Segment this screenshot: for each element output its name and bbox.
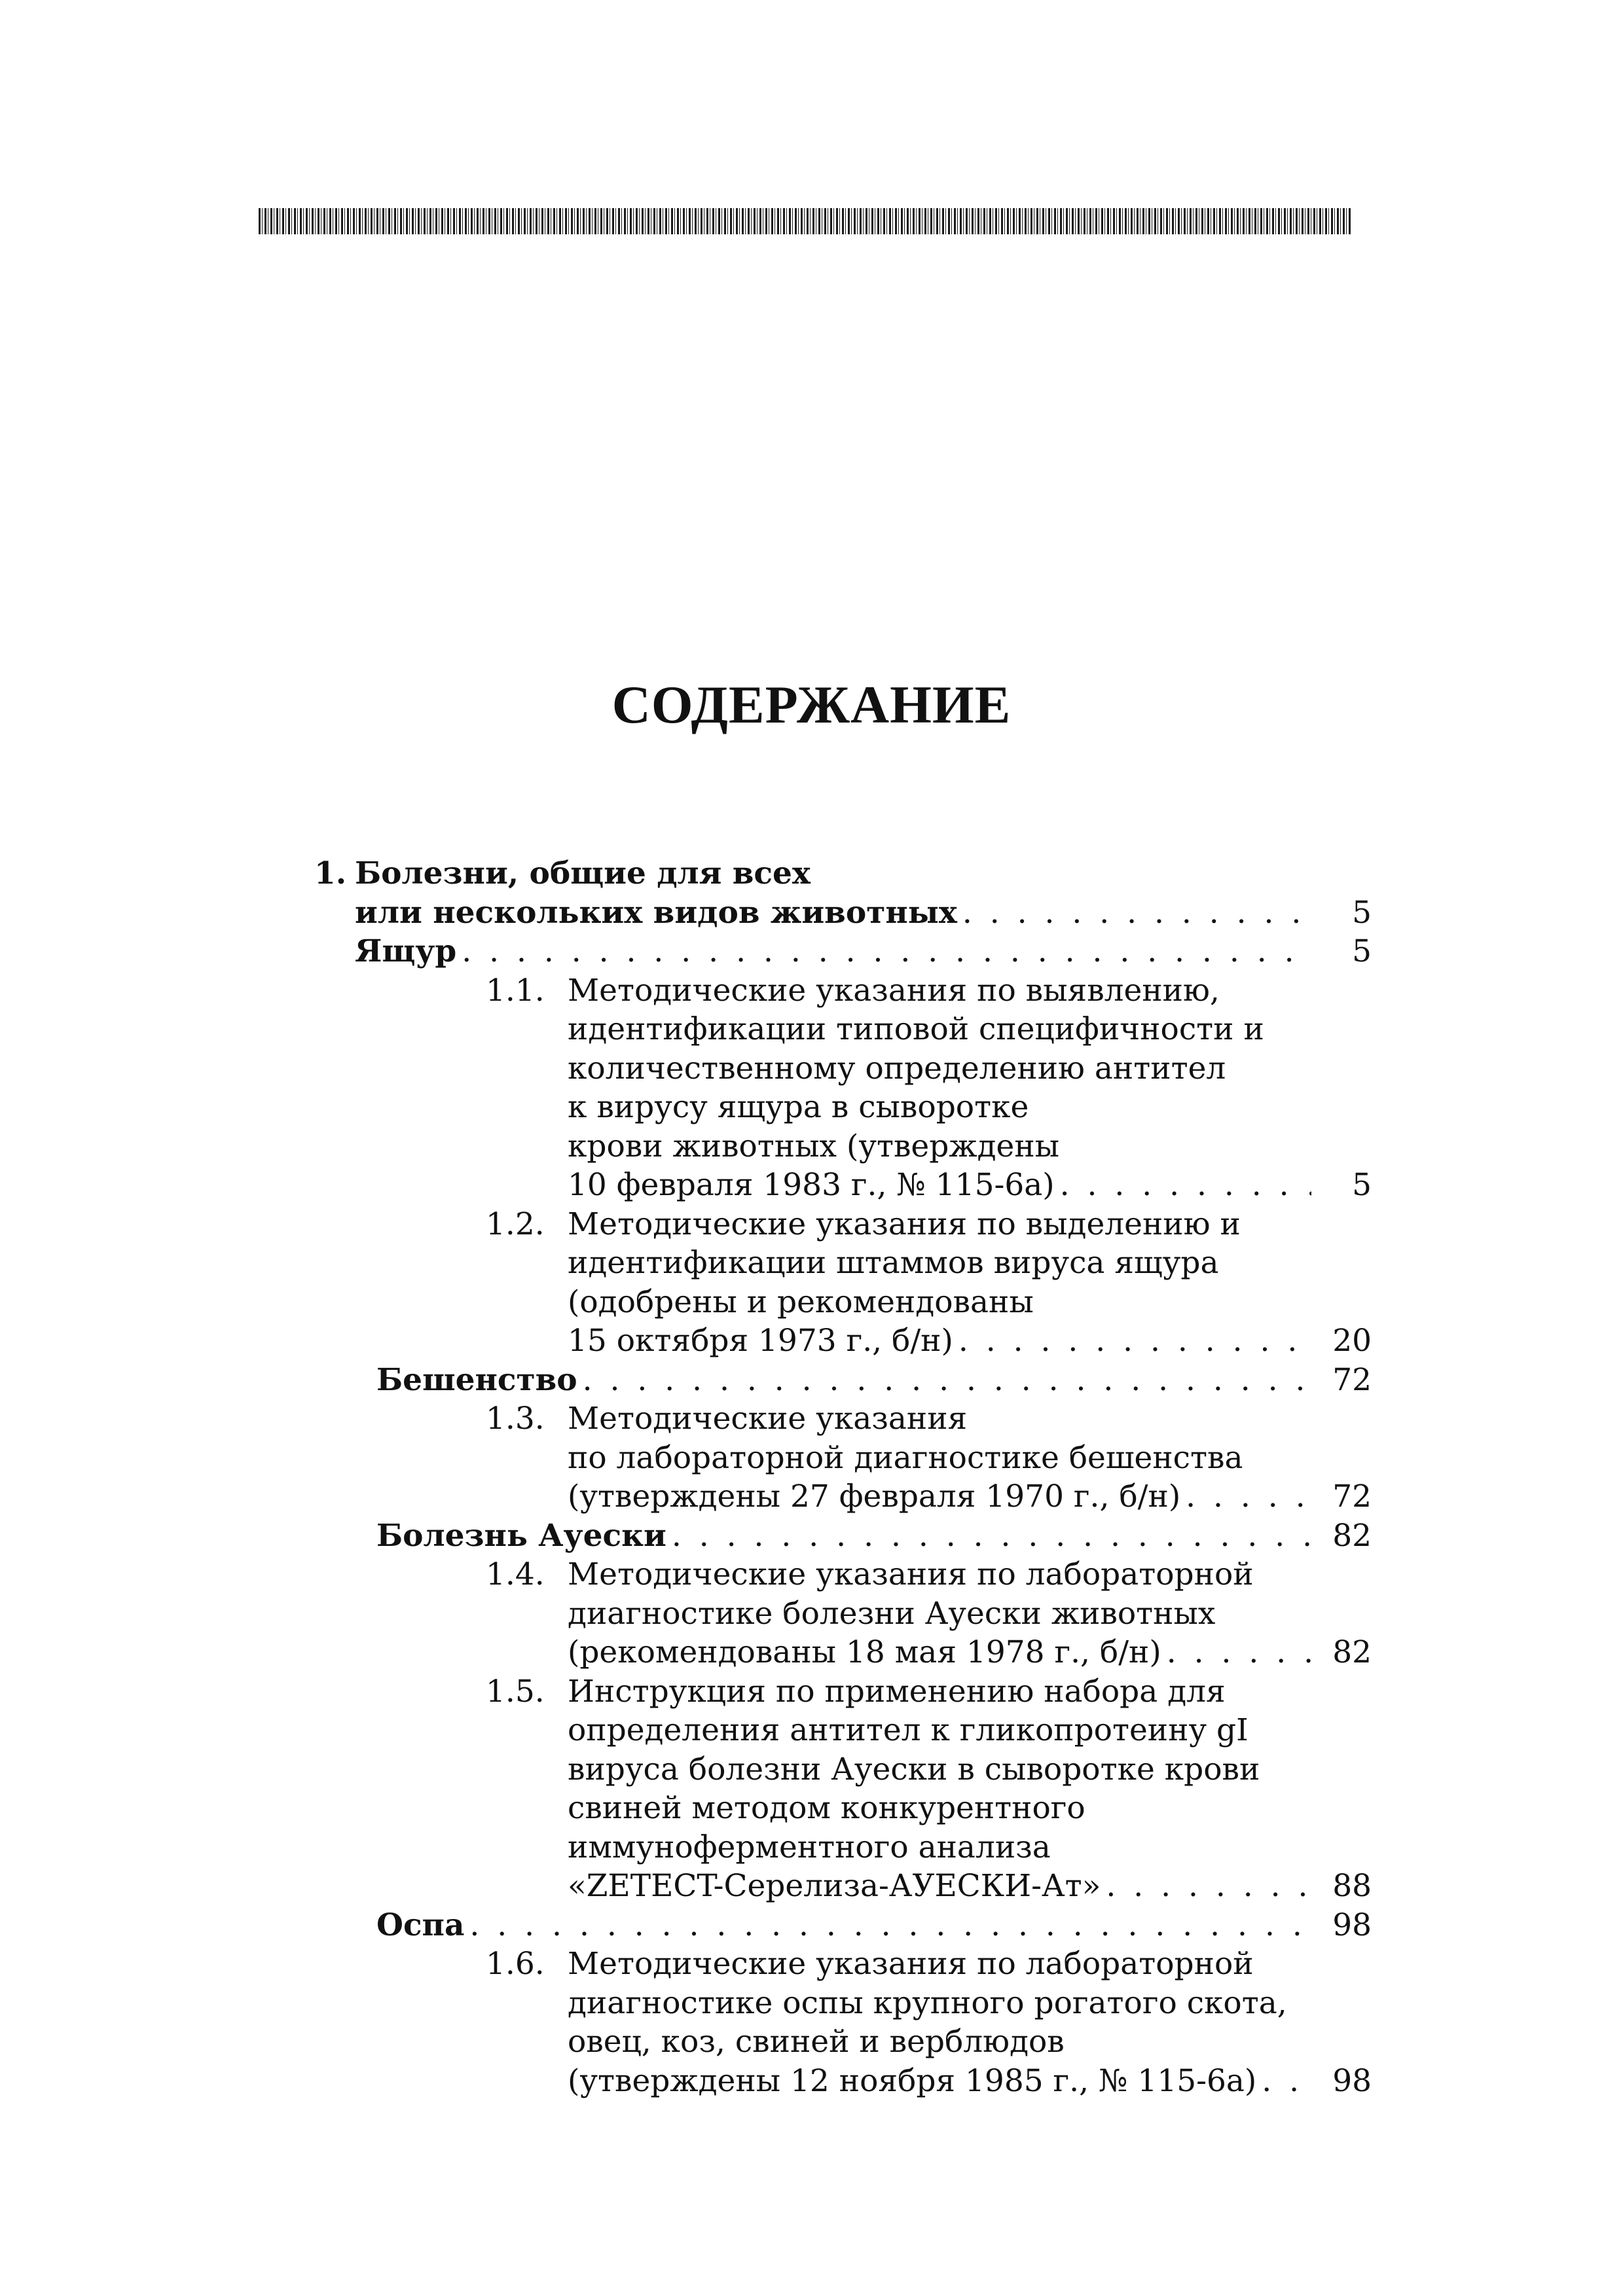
item-last-line[interactable]	[314, 1166, 1372, 1205]
item-first-line[interactable]	[314, 1205, 1372, 1244]
item-line	[314, 1439, 1372, 1478]
item-line	[314, 1088, 1372, 1127]
dot-leader	[962, 893, 1311, 933]
item-number: 1.3.	[486, 1401, 545, 1437]
item-number: 1.6.	[486, 1946, 545, 1982]
item-line	[314, 1049, 1372, 1088]
page-number: 82	[1332, 1517, 1372, 1554]
section-heading: Болезнь Ауески	[376, 1517, 666, 1554]
page-title: СОДЕРЖАНИЕ	[611, 675, 1012, 734]
item-line	[314, 1789, 1372, 1828]
page-number: 5	[1352, 1167, 1372, 1203]
item-line	[314, 2022, 1372, 2062]
dot-leader	[583, 1361, 1311, 1400]
item-text: диагностике оспы крупного рогатого скота,	[568, 1984, 1287, 2021]
chapter-number: 1.	[314, 855, 347, 891]
dot-leader	[1060, 1166, 1311, 1205]
page-number: 72	[1332, 1479, 1372, 1515]
item-text: по лабораторной диагностике бешенства	[568, 1439, 1243, 1476]
dot-leader	[462, 932, 1311, 971]
item-text: к вирусу ящура в сыворотке	[568, 1089, 1029, 1125]
item-line	[314, 1244, 1372, 1283]
item-line	[314, 1010, 1372, 1049]
item-text: «ZETECT-Серелиза-АУЕСКИ-Ат»	[568, 1868, 1101, 1904]
item-text: (утверждены 27 февраля 1970 г., б/н)	[568, 1479, 1181, 1515]
item-text: Методические указания по выявлению,	[568, 972, 1220, 1009]
page-number: 5	[1352, 933, 1372, 969]
section-entry-pox[interactable]	[314, 1906, 1372, 1945]
chapter-entry[interactable]	[314, 893, 1372, 933]
item-text: овец, коз, свиней и верблюдов	[568, 2024, 1065, 2060]
item-first-line[interactable]	[314, 971, 1372, 1011]
page-number: 98	[1332, 2062, 1372, 2099]
item-last-line[interactable]	[314, 2062, 1372, 2101]
dot-leader	[1106, 1867, 1311, 1906]
item-text: (рекомендованы 18 мая 1978 г., б/н)	[568, 1634, 1161, 1670]
item-text: Методические указания	[568, 1401, 968, 1437]
chapter-title-text: или нескольких видов животных	[355, 894, 957, 931]
dot-leader	[672, 1516, 1311, 1556]
item-first-line[interactable]	[314, 1555, 1372, 1594]
page-number: 98	[1332, 1907, 1372, 1943]
item-text: иммуноферментного анализа	[568, 1829, 1051, 1865]
item-text: количественному определению антител	[568, 1050, 1226, 1086]
item-last-line[interactable]	[314, 1633, 1372, 1672]
item-text: крови животных (утверждены	[568, 1128, 1060, 1164]
item-first-line[interactable]	[314, 1672, 1372, 1712]
item-number: 1.1.	[486, 972, 545, 1009]
item-first-line[interactable]	[314, 1399, 1372, 1439]
item-line	[314, 1750, 1372, 1789]
item-text: (утверждены 12 ноября 1985 г., № 115-6а)	[568, 2062, 1257, 2099]
item-last-line[interactable]	[314, 1321, 1372, 1361]
item-line	[314, 1828, 1372, 1867]
item-text: Методические указания по выделению и	[568, 1206, 1241, 1242]
dot-leader	[1186, 1477, 1311, 1516]
item-line	[314, 1283, 1372, 1322]
item-text: свиней методом конкурентного	[568, 1790, 1085, 1826]
item-text: диагностике болезни Ауески животных	[568, 1595, 1216, 1632]
item-text: идентификации типовой специфичности и	[568, 1011, 1264, 1047]
chapter-title-text: Болезни, общие для всех	[355, 855, 811, 891]
table-of-contents	[314, 854, 1372, 2100]
item-text: вируса болезни Ауески в сыворотке крови	[568, 1751, 1260, 1787]
item-last-line[interactable]	[314, 1867, 1372, 1906]
item-text: 10 февраля 1983 г., № 115-6а)	[568, 1167, 1055, 1203]
item-line	[314, 1127, 1372, 1166]
dot-leader	[958, 1321, 1311, 1361]
item-text: Методические указания по лабораторной	[568, 1946, 1254, 1982]
page-number: 5	[1352, 894, 1372, 931]
section-heading: Бешенство	[376, 1361, 577, 1398]
item-text: идентификации штаммов вируса ящура	[568, 1245, 1219, 1281]
page-number: 72	[1332, 1361, 1372, 1398]
item-first-line[interactable]	[314, 1945, 1372, 1984]
item-text: Методические указания по лабораторной	[568, 1556, 1254, 1592]
section-heading: Ящур	[355, 933, 457, 969]
dot-leader	[1262, 2062, 1311, 2101]
section-entry-rabies[interactable]	[314, 1361, 1372, 1400]
item-number: 1.2.	[486, 1206, 545, 1242]
section-entry-foot-and-mouth[interactable]	[314, 932, 1372, 971]
item-number: 1.4.	[486, 1556, 545, 1592]
item-text: Инструкция по применению набора для	[568, 1673, 1226, 1710]
chapter-title-line	[314, 854, 1372, 893]
section-heading: Оспа	[376, 1907, 465, 1943]
dot-leader	[1167, 1633, 1311, 1672]
item-line	[314, 1594, 1372, 1634]
page-number: 82	[1332, 1634, 1372, 1670]
item-line	[314, 1711, 1372, 1750]
item-number: 1.5.	[486, 1673, 545, 1710]
section-entry-aujeszky[interactable]	[314, 1516, 1372, 1556]
item-text: 15 октября 1973 г., б/н)	[568, 1323, 953, 1359]
dot-leader	[469, 1906, 1311, 1945]
page-number: 20	[1332, 1323, 1372, 1359]
header-decorative-rule	[259, 208, 1351, 234]
item-last-line[interactable]	[314, 1477, 1372, 1516]
item-text: определения антител к гликопротеину gI	[568, 1712, 1249, 1748]
item-text: (одобрены и рекомендованы	[568, 1283, 1034, 1320]
page-number: 88	[1332, 1868, 1372, 1904]
item-line	[314, 1984, 1372, 2023]
